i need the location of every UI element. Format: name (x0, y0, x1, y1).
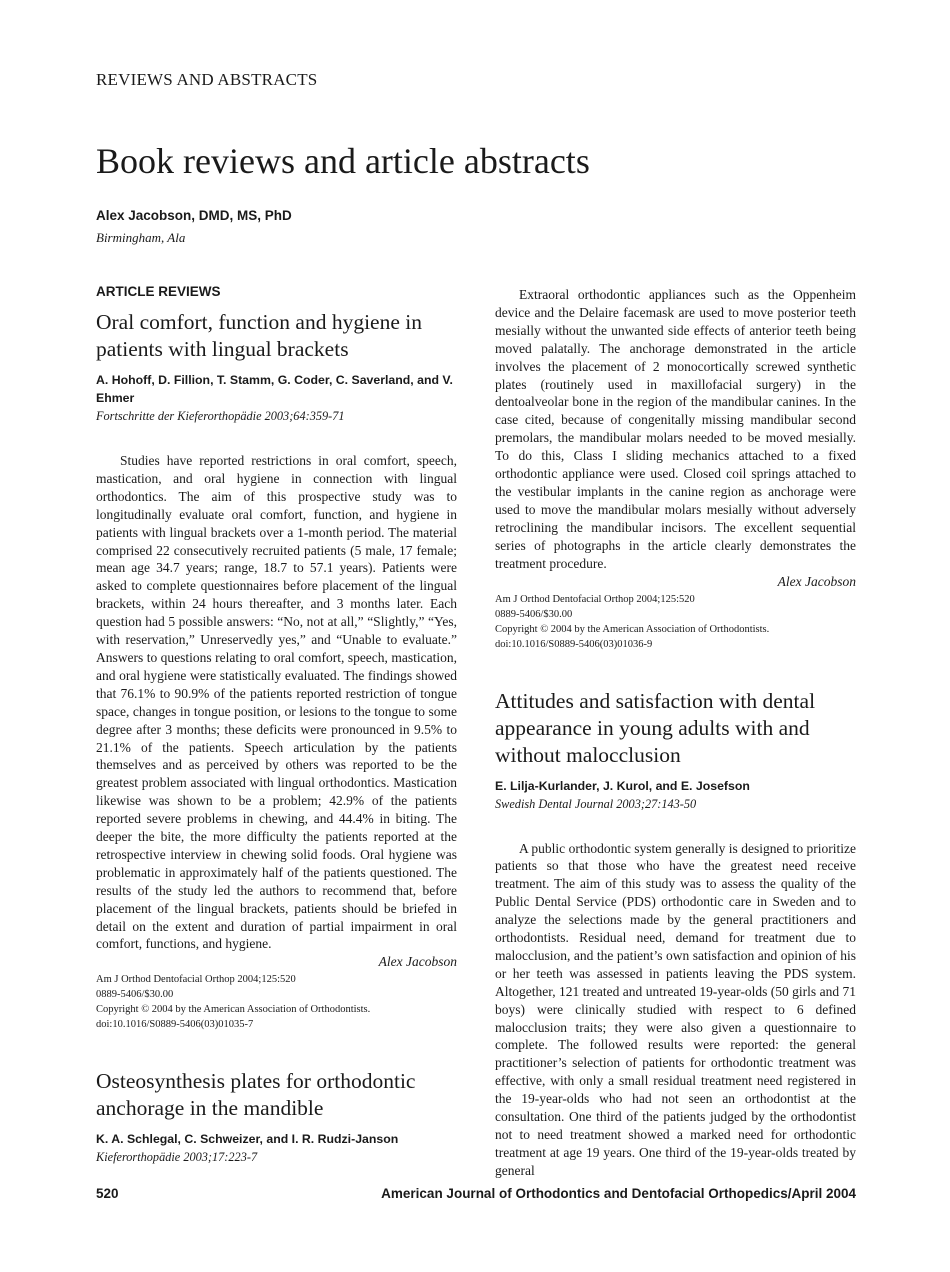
page-number: 520 (96, 1186, 119, 1201)
citation-copyright: Copyright © 2004 by the American Association of Orthodontists. (495, 623, 770, 635)
citation-doi: doi:10.1016/S0889-5406(03)01036-9 (495, 638, 653, 650)
page-title: Book reviews and article abstracts (96, 141, 590, 181)
article-journal: Swedish Dental Journal 2003;27:143-50 (495, 796, 697, 811)
article-authors: K. A. Schlegal, C. Schweizer, and I. R. Rudzi-Janson (96, 1132, 399, 1147)
citation-line: Am J Orthod Dentofacial Orthop 2004;125:520 (96, 974, 296, 986)
article-title: Osteosynthesis plates for orthodontic anchorage in the mandible (96, 1069, 416, 1121)
reviewer-name: Alex Jacobson (777, 573, 856, 589)
article-body: Extraoral orthodontic appliances such as the Oppenheim device and the Delaire facemask are used to move posterior teeth mesially without the unwanted side effects of anterior teeth being moved palatally. The anchorage demonstrated in the article involves the placement of 2 monocortically screwed synthetic plates (routinely used in maxillofacial surgery) in the dentoalveolar bone in the region of the mandibular canines. In the case cited, because of congenitally missing mandibular second premolars, the mandibular molars needed to be moved mesially. To do this, Class I sliding mechanics attached to a fixed orthodontic appliance were used. Closed coil springs attached to the vestibular implants in the canine region as anchorage were used to move the mandibular molars mesially without adversely retroclining the mandibular incisors. The excellent sequential series of photographs in the article clearly demonstrates the treatment procedure. (495, 287, 856, 571)
citation-doi: doi:10.1016/S0889-5406(03)01035-7 (96, 1019, 254, 1031)
article-journal: Fortschritte der Kieferorthopädie 2003;64:359-71 (96, 409, 345, 423)
article-body: A public orthodontic system generally is designed to prioritize patients so that those who have the greatest need receive treatment. The aim of this study was to assess the quality of the Public Dental Service (PDS) orthodontic care in Sweden and to analyze the selections made by the general practitioners and orthodontists. Residual need, demand for treatment due to malocclusion, and the patient’s own satisfaction and opinion of his or her teeth was assessed in patients leaving the PDS system. Altogether, 121 treated and untreated 19-year-olds (50 girls and 71 boys) were clinically studied with respect to 6 defined malocclusion traits; they were also given a questionnaire to complete. The followed results were reported: the general practitioner’s selection of patients for orthodontic treatment was effective, with only a small residual treatment need registered in the 19-year-olds who had not seen an orthodontist at the consultation. One third of the patients judged by the orthodontist not to need treatment showed a marked need for orthodontic treatment at age 19 years. One third of the 19-year-olds treated by general (495, 840, 856, 1178)
article-2-body (495, 286, 856, 652)
article-title: Oral comfort, function and hygiene in patients with lingual brackets (96, 310, 422, 361)
author-location: Birmingham, Ala (96, 230, 186, 245)
section-label: ARTICLE REVIEWS (96, 284, 221, 299)
citation-line: Am J Orthod Dentofacial Orthop 2004;125:520 (495, 593, 695, 605)
section-header: REVIEWS AND ABSTRACTS (96, 70, 318, 89)
article-3 (495, 688, 856, 1180)
right-column (495, 286, 856, 1180)
article-journal: Kieferorthopädie 2003;17:223-7 (96, 1150, 258, 1165)
citation-copyright: Copyright © 2004 by the American Association of Orthodontists. (96, 1004, 371, 1016)
left-column (96, 283, 457, 1166)
article-authors: A. Hohoff, D. Fillion, T. Stamm, G. Coder, C. Saverland, and V. Ehmer (96, 373, 453, 405)
journal-footer: American Journal of Orthodontics and Dentofacial Orthopedics/April 2004 (381, 1186, 856, 1201)
article-2-heading (96, 1068, 457, 1166)
article-1 (96, 309, 457, 1032)
reviewer-name: Alex Jacobson (378, 954, 457, 970)
author-name: Alex Jacobson, DMD, MS, PhD (96, 208, 292, 223)
article-title: Attitudes and satisfaction with dental appearance in young adults with and without malocclusion (495, 688, 816, 767)
citation-price: 0889-5406/$30.00 (495, 608, 573, 620)
article-authors: E. Lilja-Kurlander, J. Kurol, and E. Josefson (495, 778, 750, 793)
article-body: Studies have reported restrictions in oral comfort, speech, mastication, and oral hygiene in connection with lingual orthodontics. The aim of this prospective study was to longitudinally evaluate oral comfort, function, and hygiene in patients with lingual brackets over a 1-month period. The material comprised 22 consecutively recruited patients (5 male, 17 female; mean age 34.7 years; range, 18.7 to 57.1 years). Patients were asked to complete questionnaires before placement of the lingual brackets, within 24 hours thereafter, and 3 months later. Each question had 5 possible answers: “No, not at all,” “Slightly,” “Yes, with reservation,” Unreservedly yes,” and “Unable to evaluate.” Answers to questions relating to oral comfort, speech, mastication, and oral hygiene were statistically evaluated. The findings showed that 76.1% to 90.9% of the patients reported restriction of tongue space, changes in tongue position, or lesions to the tongue to some degree after 3 months; these deficits were pronounced in 9.5% to 21.1% of the patients. Speech articulation by the patients themselves and as perceived by others was reported to be the greatest problem associated with lingual orthodontics. Mastication likewise was shown to be a problem; 42.9% of the patients reported severe problems in chewing, and 44.4% in biting. The deeper the bite, the more difficulty the patients reported at the retrospective interview in chewing solid foods. Oral hygiene was problematic in approximately half of the patients questioned. The results of the study led the authors to recommend that, before placement of the lingual brackets, patients should be briefed in detail on the extent and duration of partial impairment in oral comfort, functions, and hygiene. (96, 453, 457, 952)
citation-price: 0889-5406/$30.00 (96, 989, 174, 1001)
